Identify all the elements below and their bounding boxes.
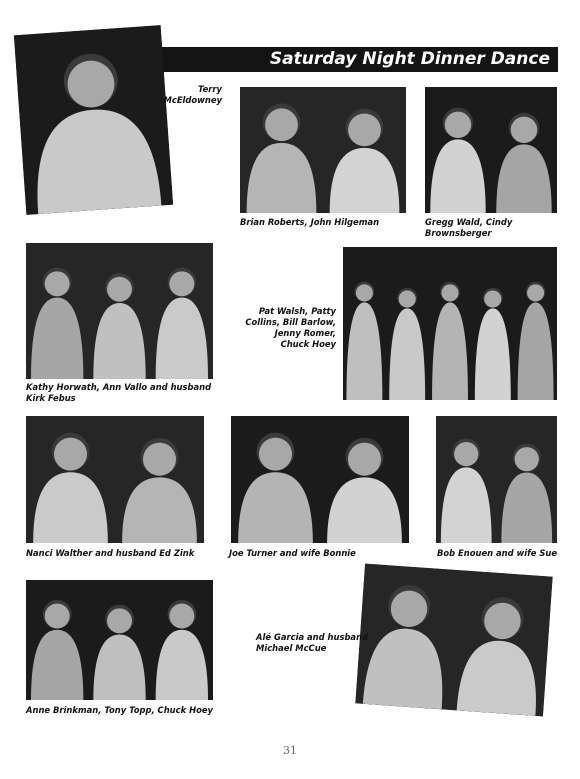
photo-nanci-walther-ed-zink [26, 416, 204, 543]
page-number: 31 [283, 744, 297, 757]
photo-pat-walsh-group [343, 247, 557, 400]
photo-joe-turner-bonnie [231, 416, 409, 543]
photo-scene [436, 416, 557, 543]
caption-joe-turner-bonnie: Joe Turner and wife Bonnie [229, 548, 356, 558]
caption-nanci-walther-ed-zink: Nanci Walther and husband Ed Zink [26, 548, 195, 558]
title-banner [150, 47, 558, 72]
photo-scene [240, 87, 406, 213]
caption-pat-walsh-group: Pat Walsh, Patty Collins, Bill Barlow, Jenny Romer, Chuck Hoey [245, 306, 336, 349]
page-title: Saturday Night Dinner Dance [269, 49, 550, 69]
photo-ale-garcia-michael-mccue [355, 564, 552, 717]
caption-gregg-wald-cindy-brownsberger: Gregg Wald, Cindy Brownsberger [425, 217, 513, 238]
photo-scene [425, 87, 557, 213]
photo-scene [343, 247, 557, 400]
photo-bob-enouen-sue [436, 416, 557, 543]
photo-gregg-wald-cindy-brownsberger [425, 87, 557, 213]
photo-scene [26, 243, 213, 379]
photo-scene [26, 580, 213, 700]
caption-kathy-horwath-group: Kathy Horwath, Ann Vallo and husband Kirk Febus [26, 382, 212, 403]
caption-bob-enouen-sue: Bob Enouen and wife Sue [437, 548, 558, 558]
photo-scene [26, 416, 204, 543]
photo-kathy-horwath-group [26, 243, 213, 379]
caption-brian-roberts-john-hilgeman: Brian Roberts, John Hilgeman [240, 217, 380, 227]
caption-anne-brinkman-group: Anne Brinkman, Tony Topp, Chuck Hoey [26, 705, 213, 715]
caption-ale-garcia-michael-mccue: Alé Garcia and husband Michael McCue [256, 632, 369, 653]
photo-brian-roberts-john-hilgeman [240, 87, 406, 213]
photo-scene [14, 25, 173, 215]
photo-scene [231, 416, 409, 543]
caption-terry-mceldowney: Terry McEldowney [163, 84, 222, 105]
photo-anne-brinkman-group [26, 580, 213, 700]
photo-scene [355, 564, 552, 717]
photo-terry-mceldowney [14, 25, 173, 215]
